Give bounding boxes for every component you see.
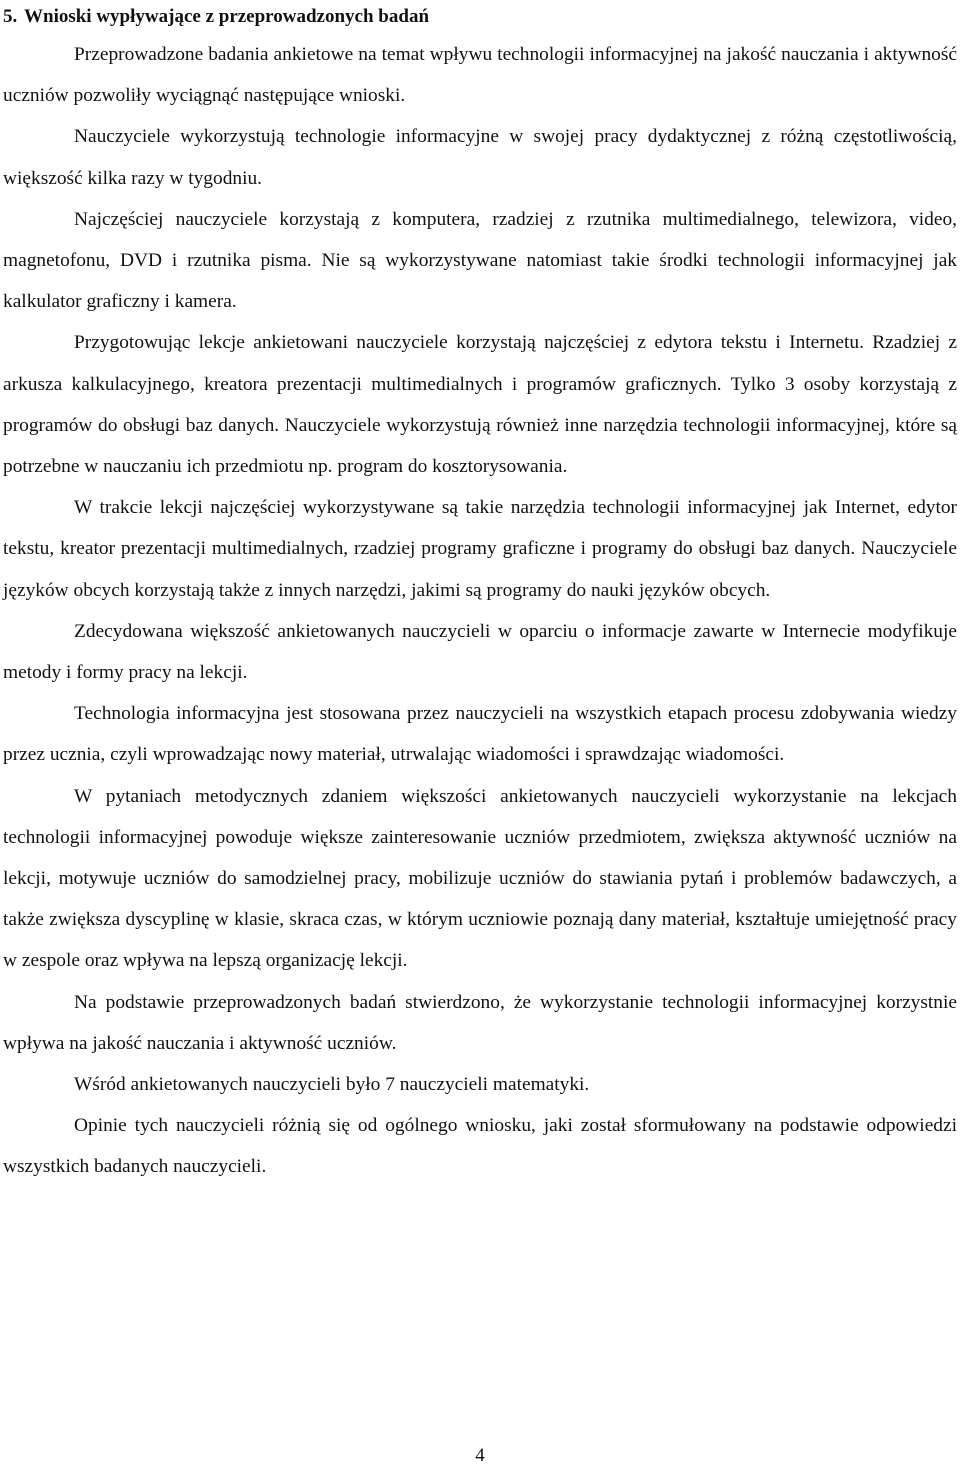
paragraph-math-teachers: Wśród ankietowanych nauczycieli było 7 nauczycieli matematyki. [74, 1074, 590, 1096]
paragraph-conclusion: Na podstawie przeprowadzonych badań stwierdzono, że wykorzystanie technologii informacyjnej korzystnie wpływa na jakość nauczania i aktywność uczniów. [3, 991, 957, 1054]
section-title: Wnioski wypływające z przeprowadzonych badań [24, 6, 430, 27]
paragraph-stages: Technologia informacyjna jest stosowana przez nauczycieli na wszystkich etapach procesu zdobywania wiedzy przez ucznia, czyli wprowadzając nowy materiał, utrwalając wiadomości i sprawdzając wiadomości. [3, 703, 957, 766]
document-page [3, 0, 957, 1188]
paragraph-tools: Najczęściej nauczyciele korzystają z komputera, rzadziej z rzutnika multimedialnego, telewizora, video, magnetofonu, DVD i rzutnika pisma. Nie są wykorzystywane natomiast takie środki technologii informacyjnej jak kalkulator graficzny i kamera. [3, 208, 957, 313]
page-number: 4 [475, 1445, 485, 1466]
paragraph-methodical: W pytaniach metodycznych zdaniem większości ankietowanych nauczycieli wykorzystanie na lekcjach technologii informacyjnej powoduje większe zainteresowanie uczniów przedmiotem, zwiększa aktywność uczniów na lekcji, motywuje uczniów do samodzielnej pracy, mobilizuje uczniów do stawiania pytań i problemów badawczych, a także zwiększa dyscyplinę w klasie, skraca czas, w którym uczniowie poznają dany materiał, kształtuje umiejętność pracy w zespole oraz wpływa na lepszą organizację lekcji. [3, 785, 957, 972]
paragraph-internet: Zdecydowana większość ankietowanych nauczycieli w oparciu o informacje zawarte w Internecie modyfikuje metody i formy pracy na lekcji. [3, 620, 957, 684]
paragraph-opinions: Opinie tych nauczycieli różnią się od ogólnego wniosku, jaki został sformułowany na podstawie odpowiedzi wszystkich badanych nauczycieli. [3, 1115, 957, 1178]
paragraph-preparation: Przygotowując lekcje ankietowani nauczyciele korzystają najczęściej z edytora tekstu i Internetu. Rzadziej z arkusza kalkulacyjnego, kreatora prezentacji multimedialnych i programów graficznych. Tylko 3 osoby korzystają z programów do obsługi baz danych. Nauczyciele wykorzystują również inne narzędzia technologii informacyjnej, które są potrzebne w nauczaniu ich przedmiotu np. program do kosztorysowania. [3, 332, 957, 478]
paragraph-during-lessons: W trakcie lekcji najczęściej wykorzystywane są takie narzędzia technologii informacyjnej jak Internet, edytor tekstu, kreator prezentacji multimedialnych, rzadziej programy graficzne i programy do obsługi baz danych. Nauczyciele języków obcych korzystają także z innych narzędzi, jakimi są programy do nauki języków obcych. [3, 497, 957, 601]
section-number: 5. [3, 6, 18, 27]
paragraph-intro: Przeprowadzone badania ankietowe na temat wpływu technologii informacyjnej na jakość nauczania i aktywność uczniów pozwoliły wyciągnąć następujące wnioski. [3, 44, 957, 107]
paragraph-frequency: Nauczyciele wykorzystują technologie informacyjne w swojej pracy dydaktycznej z różną częstotliwością, większość kilka razy w tygodniu. [3, 126, 957, 189]
section-heading [3, 0, 957, 31]
